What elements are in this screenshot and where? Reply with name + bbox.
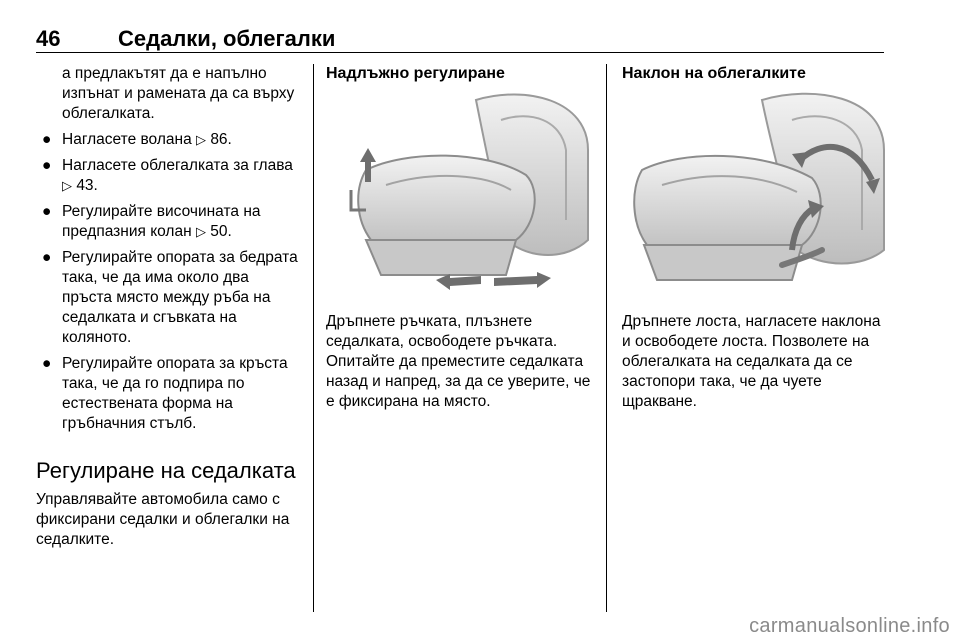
triangle-right-icon[interactable]: ▷ (62, 178, 72, 193)
bullet-text: Нагласете облегалката за глава (62, 157, 293, 174)
bullet-text: Регулирайте опората за кръста така, че да го подпира по естествената форма на гръбначния стълб. (62, 355, 288, 432)
column-divider (313, 64, 314, 612)
bullet-list (36, 130, 300, 434)
list-item (36, 156, 300, 196)
page-reference[interactable]: 86. (210, 131, 232, 148)
bullet-icon: ● (42, 131, 52, 148)
page-reference[interactable]: 43. (76, 177, 98, 194)
bullet-icon: ● (42, 355, 52, 372)
longitudinal-text: Дръпнете ръчката, плъзнете седалката, освободете ръчката. Опитайте да преместите седалката назад и напред, за да се уверите, че е фиксирана на място. (326, 313, 591, 410)
seat-slide-image (326, 90, 594, 302)
column-right (622, 64, 890, 412)
triangle-right-icon[interactable]: ▷ (195, 224, 206, 239)
column-divider (606, 64, 607, 612)
bullet-text: Регулирайте височината на предпазния колан (62, 203, 261, 240)
bullet-icon: ● (42, 203, 52, 220)
subsection-title-longitudinal: Надлъжно регулиране (326, 65, 505, 82)
subsection-title-backrest: Наклон на облегалките (622, 65, 806, 82)
bullet-icon: ● (42, 157, 52, 174)
page-reference[interactable]: 50. (210, 223, 232, 240)
list-item (36, 130, 300, 150)
page-title: Седалки, облегалки (118, 26, 336, 51)
section-text: Управлявайте автомобила само с фиксирани седалки и облегалки на седалките. (36, 491, 290, 548)
bullet-icon: ● (42, 249, 52, 266)
page-header (36, 26, 884, 53)
triangle-right-icon[interactable]: ▷ (196, 132, 206, 147)
backrest-text: Дръпнете лоста, нагласете наклона и освободете лоста. Позволете на облегалката на седалката да се застопори така, че да чуете щракване. (622, 313, 881, 410)
list-item (36, 248, 300, 348)
bullet-text: Нагласете волана (62, 131, 192, 148)
backrest-tilt-image (622, 90, 890, 302)
list-item (36, 354, 300, 434)
watermark: carmanualsonline.info (749, 615, 950, 637)
page-number: 46 (36, 26, 61, 51)
list-item (36, 202, 300, 242)
intro-text: а предлакътят да е напълно изпънат и рамената да са върху облегалката. (62, 65, 295, 122)
backrest-tilt-illustration (622, 90, 890, 302)
seat-slide-illustration (326, 90, 594, 302)
column-middle (326, 64, 594, 412)
section-title: Регулиране на седалката (36, 458, 296, 483)
bullet-text: Регулирайте опората за бедрата така, че да има около два пръста място между ръба на седалката и сгъвката на коляното. (62, 249, 298, 346)
column-left (36, 64, 300, 550)
